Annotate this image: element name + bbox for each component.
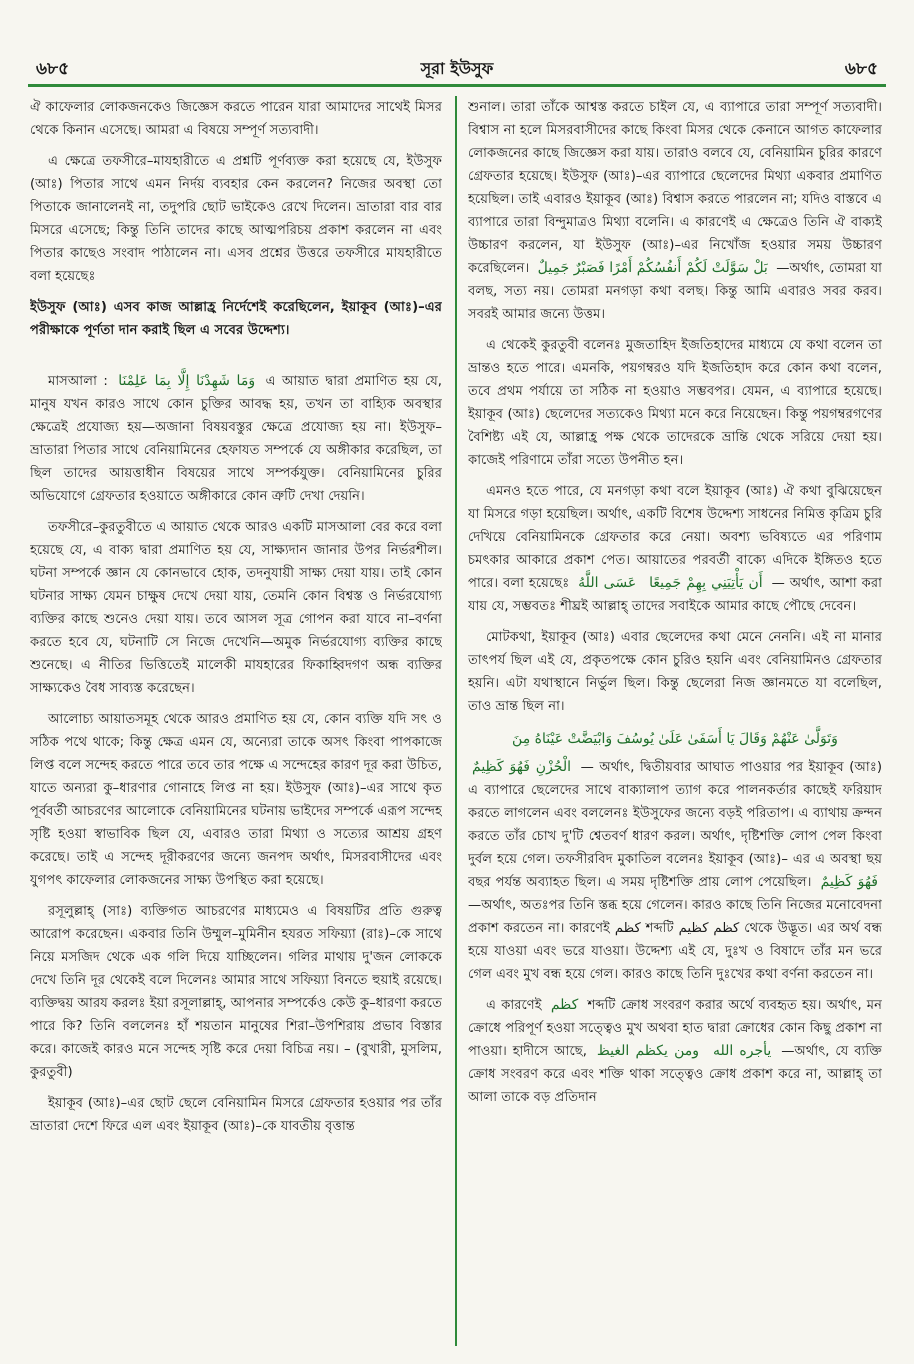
paragraph-text: এমনও হতে পারে, যে মনগড়া কথা বলে ইয়াকূব (আঃ) ঐ কথা বুঝিয়েছেন যা মিসরে গড়া হয়েছিল। অর্থাৎ, একটি বিশেষ উদ্দেশ্য সাধনের নিমিত্ত কৃত্রিম চুরি দেখিয়ে বেনিয়ামিনকে গ্রেফতার করে নেয়া। অবশ্য ভবিষ্যতে এর পরিণাম চমৎকার আকারে প্রকাশ পেত। আয়াতের পরবর্তী বাক্যে এদিকে ইঙ্গিতও হতে পারে। বলা হয়েছেঃ bbox=[468, 484, 882, 591]
arabic-verse: الْحُزْنِ فَهُوَ كَظِيمٌ bbox=[472, 759, 571, 775]
left-column bbox=[30, 96, 442, 1351]
arabic-verse: فَهُوَ كَظِيمٌ bbox=[820, 874, 878, 890]
paragraph bbox=[468, 756, 882, 986]
column-divider bbox=[455, 96, 457, 1346]
masala-label: মাসআলা : bbox=[48, 374, 108, 389]
header-divider bbox=[28, 84, 886, 87]
paragraph-text: — অর্থাৎ, দ্বিতীয়বার আঘাত পাওয়ার পর ইয়াকূব (আঃ) এ ব্যাপারে ছেলেদের সাথে বাক্যালাপ ত্যাগ করে পালনকর্তার কাছেই ফরিয়াদ করতে লাগলেন এবং বললেনঃ ইউসুফের জন্যে বড়ই পরিতাপ। এ ব্যাথায় ক্রন্দন করতে তাঁর চোখ দু'টি শ্বেতবর্ণ ধারণ করল। অর্থাৎ, দৃষ্টিশক্তি লোপ পেল কিংবা দুর্বল হয়ে গেল। তফসীরবিদ মুকাতিল বলেনঃ ইয়াকূব (আঃ)– এর এ অবস্থা ছয় বছর পর্যন্ত অব্যাহত ছিল। এ সময় দৃষ্টিশক্তি প্রায় লোপ পেয়েছিল। bbox=[468, 760, 882, 890]
arabic-verse: وَمَا شَهِدْنَا إِلَّا بِمَا عَلِمْنَا bbox=[118, 373, 256, 389]
arabic-verse: بَلْ سَوَّلَتْ لَكُمْ أَنفُسُكُمْ أَمْرًا فَصَبْرٌ جَمِيلٌ bbox=[537, 260, 768, 276]
paragraph-text: — অর্থাৎ, আশা করা যায় যে, সম্ভবতঃ শীঘ্রই আল্লাহ্ তাদের সবাইকে আমার কাছে পৌছে দেবেন। bbox=[468, 576, 882, 614]
arabic-hadith: ومن يكظم الغيظ bbox=[596, 1043, 700, 1059]
paragraph: ইয়াকূব (আঃ)–এর ছোট ছেলে বেনিয়ামিন মিসরে গ্রেফতার হওয়ার পর তাঁর ভ্রাতারা দেশে ফিরে এল এবং ইয়াকূব (আঃ)–কে যাবতীয় বৃত্তান্ত bbox=[30, 1096, 442, 1134]
arabic-verse: أَن يَأْتِيَنِي بِهِمْ جَمِيعًا bbox=[649, 575, 763, 591]
paragraph: আলোচ্য আয়াতসমূহ থেকে আরও প্রমাণিত হয় যে, কোন ব্যক্তি যদি সৎ ও সঠিক পথে থাকে; কিন্তু ক্ষেত্র এমন যে, অন্যেরা তাকে অসৎ কিংবা পাপকাজে লিপ্ত বলে সন্দেহ করতে পারে তবে তার পক্ষে এ সন্দেহের কারণ দূর করা উচিত, যাতে অন্যরা কু–ধারণার গোনাহে লিপ্ত না হয়। ইউসুফ (আঃ)–এর সাথে কৃত পূর্ববর্তী আচরণের আলোকে বেনিয়ামিনের ঘটনায় ভাইদের সম্পর্কে এরূপ সন্দেহ সৃষ্টি হওয়া স্বাভাবিক ছিল যে, এবারও তারা মিথ্যা ও সত্যের আশ্রয় গ্রহণ করেছে। তাই এ সন্দেহ দূরীকরণের জন্যে জনপদ অর্থাৎ, মিসরবাসীদের এবং যুগপৎ কাফেলার লোকজনের সাক্ষ্য উপস্থিত করা হয়েছে। bbox=[30, 712, 442, 888]
arabic-word: كظم bbox=[550, 997, 579, 1013]
paragraph-text: —অর্থাৎ, অতঃপর তিনি স্তব্ধ হয়ে গেলেন। কারও কাছে তিনি নিজের মনোবেদনা প্রকাশ করতেন না। কারণেই كظم শব্দটি كظم كظيم থেকে উদ্ভূত। এর অর্থ বন্ধ হয়ে যাওয়া এবং ভরে যাওয়া। উদ্দেশ্য এই যে, দুঃখ ও বিষাদে তাঁর মন ভরে গেল এবং মুখ বন্ধ হয়ে গেল। কারও কাছে তিনি দুঃখের কথা বর্ণনা করতেন না। bbox=[468, 898, 882, 982]
paragraph-text: শব্দটি ক্রোধ সংবরণ করার অর্থে ব্যবহৃত হয়। অর্থাৎ, মন ক্রোধে পরিপূর্ণ হওয়া সত্ত্বেও মুখ অথবা হাত দ্বারা ক্রোধের কোন কিছু প্রকাশ না পাওয়া। হাদীসে আছে, bbox=[468, 998, 882, 1059]
paragraph: এ ক্ষেত্রে তফসীরে–মাযহারীতে এ প্রশ্নটি পূর্ণব্যক্ত করা হয়েছে যে, ইউসুফ (আঃ) পিতার সাথে এমন নির্দয় ব্যবহার কেন করলেন? নিজের অবস্থা তো পিতাকে জানালেনই না, তদুপরি ছোট ভাইকেও রেখে দিলেন। ভ্রাতারা বার বার মিসরে এসেছে; কিন্তু তিনি তাদের কাছে আত্মপরিচয় প্রকাশ করলেন না এবং পিতার কাছেও সংবাদ পাঠালেন না। এসব প্রশ্নের উত্তরে তফসীরে মাযহারীতে বলা হয়েছেঃ bbox=[30, 154, 442, 284]
paragraph: মোটকথা, ইয়াকূব (আঃ) এবার ছেলেদের কথা মেনে নেননি। এই না মানার তাৎপর্য ছিল এই যে, প্রকৃতপক্ষে কোন চুরিও হয়নি এবং বেনিয়ামিনও গ্রেফতার হয়নি। এটা যথাস্থানে নির্ভুল ছিল। কিন্তু ছেলেরা নিজ জ্ঞানমতে যা বলেছিল, তাও ভ্রান্ত ছিল না। bbox=[468, 630, 882, 714]
paragraph: তফসীরে–কুরতুবীতে এ আয়াত থেকে আরও একটি মাসআলা বের করে বলা হয়েছে যে, এ বাক্য দ্বারা প্রমাণিত হয় যে, সাক্ষ্যদান জানার উপর নির্ভরশীল। ঘটনা সম্পর্কে জ্ঞান যে কোনভাবে হোক, তদনুযায়ী সাক্ষ্য দেয়া যায়। তাই কোন ঘটনার সাক্ষ্য যেমন চাক্ষুষ দেখে দেয়া যায়, তেমনি কোন বিশ্বস্ত ও নির্ভরযোগ্য ব্যক্তির কাছে শুনেও দেয়া যায়। তবে আসল সূত্র গোপন করা যাবে না–বর্ণনা করতে হবে যে, ঘটনাটি সে নিজে দেখেনি—অমুক নির্ভরযোগ্য ব্যক্তির কাছে শুনেছে। এ নীতির ভিত্তিতেই মালেকী মাযহারের ফিকাহ্বিদগণ অন্ধ ব্যক্তির সাক্ষ্যকেও বৈধ সাব্যস্ত করেছেন। bbox=[30, 520, 442, 696]
page-number-right: ৬৮৫ bbox=[844, 59, 878, 79]
paragraph: এ থেকেই কুরতুবী বলেনঃ মুজতাহিদ ইজতিহাদের মাধ্যমে যে কথা বলেন তা ভ্রান্তও হতে পারে। এমনকি, পয়গম্বরও যদি ইজতিহাদ করে কোন কথা বলেন, তবে প্রথম পর্যায়ে তা সঠিক না হওয়াও সম্ভবপর। যেমন, এ ব্যাপারে হয়েছে। ইয়াকূব (আঃ) ছেলেদের সত্যকেও মিথ্যা মনে করে নিয়েছেন। কিন্তু পয়গম্বরগণের বৈশিষ্ট্য এই যে, আল্লাহ্র পক্ষ থেকে তাদেরকে ভ্রান্তি থেকে সরিয়ে দেয়া হয়। কাজেই পরিণামে তাঁরা সত্যে উপনীত হন। bbox=[468, 338, 882, 468]
paragraph-text: —অর্থাৎ, তোমরা যা বলছ, সত্য নয়। তোমরা মনগড়া কথা বলছ। কিন্তু আমি এবারও সবর করব। সবরই আমার জন্যে উত্তম। bbox=[468, 261, 882, 322]
arabic-verse-line: وَتَوَلَّىٰ عَنْهُمْ وَقَالَ يَا أَسَفَىٰ عَلَىٰ يُوسُفَ وَابْيَضَّتْ عَيْنَاهُ مِنَ bbox=[512, 731, 838, 747]
page-header bbox=[28, 52, 886, 86]
paragraph bbox=[468, 480, 882, 618]
page-number-left: ৬৮৫ bbox=[36, 59, 70, 79]
paragraph bbox=[30, 370, 442, 508]
paragraph bbox=[468, 96, 882, 326]
paragraph-text: এ কারণেই bbox=[486, 998, 542, 1013]
paragraph bbox=[468, 994, 882, 1109]
paragraph-text: এ আয়াত দ্বারা প্রমাণিত হয় যে, মানুষ যখন কারও সাথে কোন চুক্তির আবদ্ধ হয়, তখন তা বাহ্যিক অবস্থার ক্ষেত্রেই প্রযোজ্য হয়—অজানা বিষয়বস্তুর ক্ষেত্রে প্রযোজ্য হয় না। ইউসুফ–ভ্রাতারা পিতার সাথে বেনিয়ামিনের হেফাযত সম্পর্কে যে অঙ্গীকার করেছিল, তা ছিল তাদের আয়ত্তাধীন বিষয়ের সাথে সম্পর্কযুক্ত। বেনিয়ামিনের চুরির অভিযোগে গ্রেফতার হওয়াতে অঙ্গীকারে কোন ত্রুটি দেখা দেয়নি। bbox=[30, 374, 442, 504]
paragraph-text: শুনাল। তারা তাঁকে আশ্বস্ত করতে চাইল যে, এ ব্যাপারে তারা সম্পূর্ণ সত্যবাদী। বিশ্বাস না হলে মিসরবাসীদের কাছে কিংবা মিসর থেকে কেনানে আগত কাফেলার লোকজনের কাছে জিজ্ঞেস করা যায়। তারাও বলবে যে, বেনিয়ামিন চুরির কারণে গ্রেফতার হয়েছে। ইউসুফ (আঃ)–এর ব্যাপারে ছেলেদের মিথ্যা একবার প্রমাণিত হয়েছিল। তাই এবারও ইয়াকূব (আঃ) বিশ্বাস করতে পারলেন না; যদিও বাস্তবে এ ব্যাপারে তারা বিন্দুমাত্রও মিথ্যা বলেনি। এ কারণেই এ ক্ষেত্রেও তিনি ঐ বাক্যই উচ্চারণ করলেন, যা ইউসুফ (আঃ)–এর নিখোঁজ হওয়ার সময় উচ্চারণ করেছিলেন। bbox=[468, 100, 882, 276]
paragraph: ইউসুফ (আঃ) এসব কাজ আল্লাহ্র নির্দেশেই করেছিলেন, ইয়াকূব (আঃ)–এর পরীক্ষাকে পূর্ণতা দান করাই ছিল এ সবের উদ্দেশ্য। bbox=[30, 300, 442, 338]
paragraph: ঐ কাফেলার লোকজনকেও জিজ্ঞেস করতে পারেন যারা আমাদের সাথেই মিসর থেকে কিনান এসেছে। আমরা এ বিষয়ে সম্পূর্ণ সত্যবাদী। bbox=[30, 100, 442, 138]
paragraph: রসূলুল্লাহ্ (সাঃ) ব্যক্তিগত আচরণের মাধ্যমেও এ বিষয়টির প্রতি গুরুত্ব আরোপ করেছেন। একবার তিনি উম্মুল–মুমিনীন হযরত সফিয়্যা (রাঃ)–কে সাথে নিয়ে মসজিদ থেকে এক গলি দিয়ে যাচ্ছিলেন। গলির মাথায় দু'জন লোককে দেখে তিনি দূর থেকেই বলে দিলেনঃ আমার সাথে সফিয়্যা বিনতে হুয়াই রয়েছে। ব্যক্তিদ্বয় আরয করলঃ ইয়া রসূলাল্লাহ্, আপনার সম্পর্কেও কেউ কু–ধারণা করতে পারে কি? তিনি বললেনঃ হাঁ শয়তান মানুষের শিরা–উপশিরায় প্রভাব বিস্তার করে। কাজেই কারও মনে সন্দেহ সৃষ্টি করে দেয়া বিচিত্র নয়। – (বুখারী, মুসলিম, কুরতুবী) bbox=[30, 904, 442, 1080]
right-column bbox=[468, 96, 882, 1351]
paragraph-text: —অর্থাৎ, যে ব্যক্তি ক্রোধ সংবরণ করে এবং শক্তি থাকা সত্ত্বেও ক্রোধ প্রকাশ করে না, আল্লাহ্ তা আলা তাকে বড় প্রতিদান bbox=[468, 1044, 882, 1105]
surah-title: সূরা ইউসুফ bbox=[420, 59, 494, 78]
arabic-hadith: يأجره الله bbox=[712, 1043, 772, 1059]
spacer bbox=[30, 350, 442, 370]
arabic-verse: عَسَى اللَّهُ bbox=[578, 575, 637, 591]
